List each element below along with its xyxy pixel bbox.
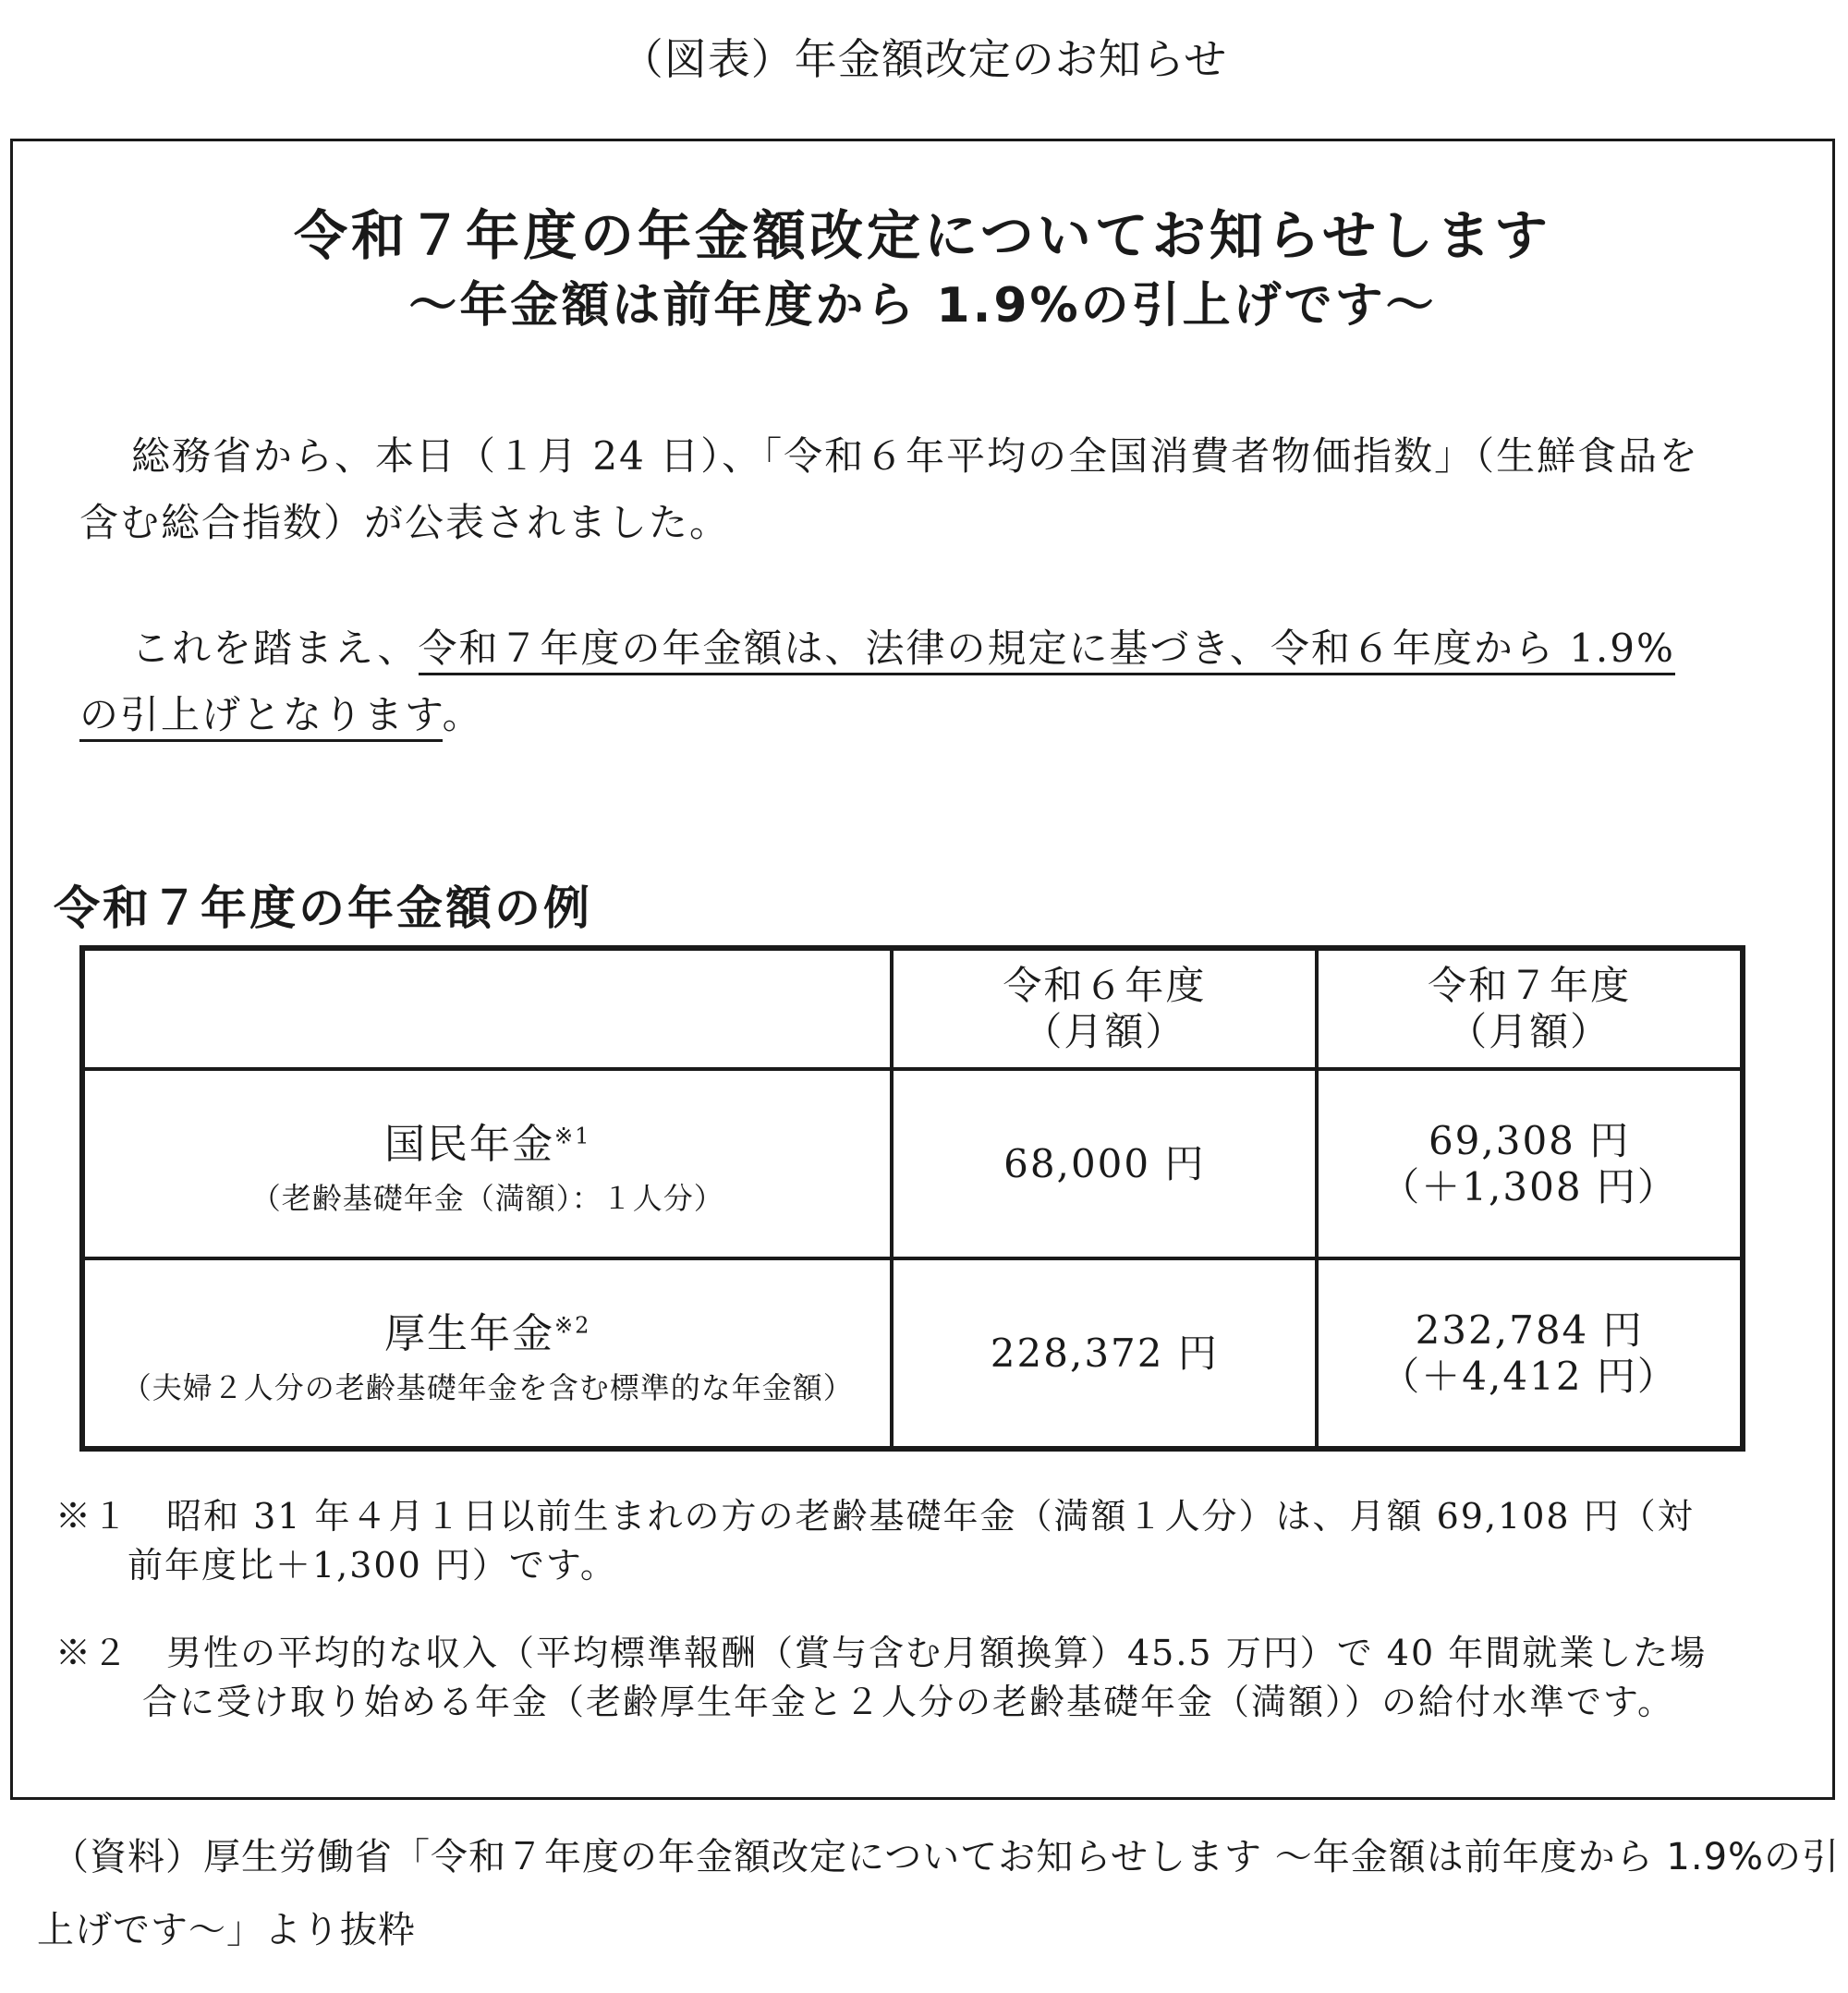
footnote-2-line-2: 合に受け取り始める年金（老齢厚生年金と２人分の老齢基礎年金（満額））の給付水準です。 xyxy=(142,1682,1674,1722)
source-line-1: （資料）厚生労働省「令和７年度の年金額改定についてお知らせします ～年金額は前年度から 1.9%の引 xyxy=(52,1836,1841,1878)
r6-value: 68,000 円 xyxy=(1003,1140,1206,1186)
source-line-2: 上げです～」より抜粋 xyxy=(37,1909,416,1951)
footnote-mark: ※2 xyxy=(554,1311,591,1338)
pension-amount-table xyxy=(79,945,1745,1452)
paragraph-2-prefix: これを踏まえ、 xyxy=(131,626,419,671)
table-row xyxy=(83,1069,1742,1258)
table-header-row xyxy=(83,949,1742,1069)
r6-value-cell xyxy=(892,1258,1317,1448)
notice-frame xyxy=(10,139,1835,1800)
header-r7 xyxy=(1317,949,1742,1069)
r6-value-cell xyxy=(892,1069,1317,1258)
r7-value-cell xyxy=(1317,1258,1742,1448)
paragraph-2-underlined-end: の引上げとなります xyxy=(79,692,443,742)
footnote-mark: ※1 xyxy=(554,1122,591,1148)
footnote-1-line-2: 前年度比＋1,300 円）です。 xyxy=(128,1545,617,1586)
header-r6 xyxy=(892,949,1317,1069)
notice-headline: 令和７年度の年金額改定についてお知らせします xyxy=(293,204,1552,267)
table-row xyxy=(83,1258,1742,1448)
header-r7-unit: （月額） xyxy=(1448,1009,1611,1054)
paragraph-2-line-1 xyxy=(131,615,1675,682)
figure-caption: （図表）年金額改定のお知らせ xyxy=(620,34,1228,84)
row-note: （夫婦２人分の老齢基礎年金を含む標準的な年金額） xyxy=(121,1369,854,1405)
footnote-1-line-1: ※１ 昭和 31 年４月１日以前生まれの方の老齢基礎年金（満額１人分）は、月額 69,108 円（対 xyxy=(55,1496,1695,1537)
paragraph-2-line-2 xyxy=(79,682,483,748)
notice-subheadline: ～年金額は前年度から 1.9%の引上げです～ xyxy=(408,278,1437,334)
paragraph-1-line-1: 総務省から、本日（１月 24 日）、「令和６年平均の全国消費者物価指数」（生鮮食品を xyxy=(131,433,1700,479)
section-title: 令和７年度の年金額の例 xyxy=(54,881,592,935)
r7-diff: （＋1,308 円） xyxy=(1380,1163,1678,1209)
paragraph-1-line-2: 含む総合指数）が公表されました。 xyxy=(79,500,731,545)
header-r7-year: 令和７年度 xyxy=(1428,963,1632,1008)
paragraph-2-underlined-text: 令和７年度の年金額は、法律の規定に基づき、令和６年度から 1.9% xyxy=(419,626,1675,675)
r7-diff: （＋4,412 円） xyxy=(1380,1353,1678,1399)
r6-value: 228,372 円 xyxy=(990,1330,1219,1376)
r7-value-cell xyxy=(1317,1069,1742,1258)
r7-value: 232,784 円 xyxy=(1415,1306,1644,1353)
r7-value: 69,308 円 xyxy=(1428,1117,1631,1163)
row-label: 厚生年金$^{※2}$ xyxy=(384,1309,591,1357)
header-r6-unit: （月額） xyxy=(1023,1009,1186,1054)
row-label-cell xyxy=(83,1069,892,1258)
footnote-2-line-1: ※２ 男性の平均的な収入（平均標準報酬（賞与含む月額換算）45.5 万円）で 40 年間就業した場 xyxy=(55,1633,1708,1673)
row-note: （老齢基礎年金（満額）：１人分） xyxy=(250,1180,724,1216)
row-label: 国民年金$^{※1}$ xyxy=(384,1120,591,1168)
header-empty-cell xyxy=(83,949,892,1069)
header-r6-year: 令和６年度 xyxy=(1003,963,1207,1008)
row-label-cell xyxy=(83,1258,892,1448)
paragraph-2-suffix: 。 xyxy=(442,692,483,737)
